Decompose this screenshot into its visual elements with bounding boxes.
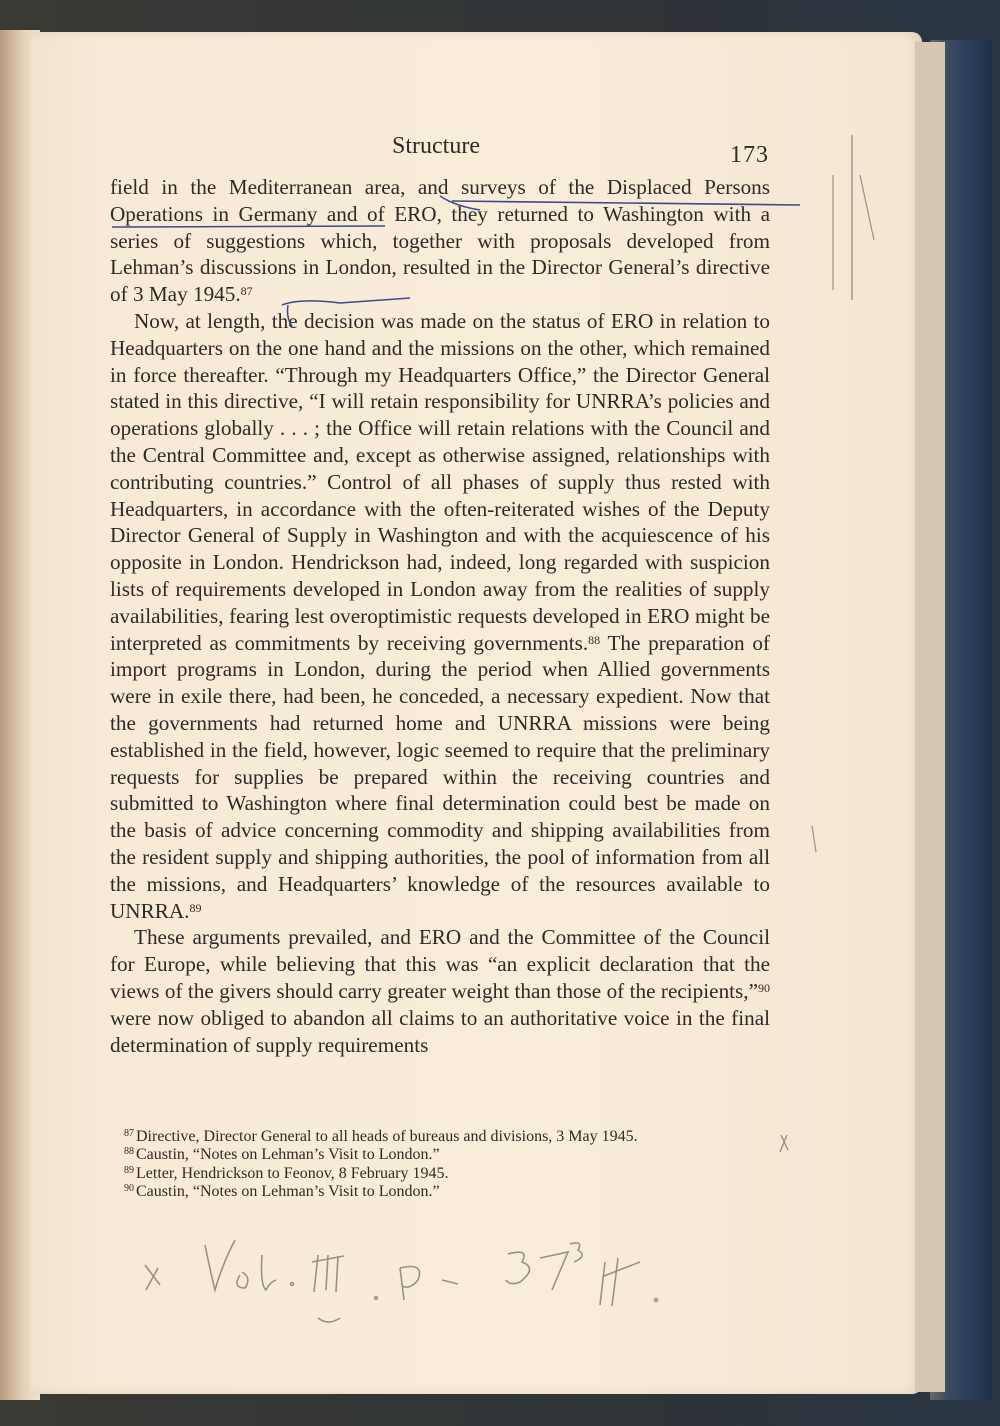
footnote-number: 87 — [124, 1128, 134, 1139]
paragraph-2-text-b: The preparation of import programs in London, during the period when Allied governments were in exile there, had been, he conceded, a necessary expedient. Now that the governments had returned home and UNRRA missions were being established in the field, however, logic seemed to require that the preliminary requests for supplies be prepared within the receiving countries and submitted to Washington where final determination could best be made on the basis of advice concerning commodity and shipping availabilities from the resident supply and shipping authorities, the pool of information from all the missions, and Headquarters’ knowledge of the resources available to UNRRA. — [110, 630, 770, 923]
pencil-margin-slash — [860, 175, 874, 240]
pencil-footnote-mark — [780, 1135, 788, 1152]
footnote-text: Letter, Hendrickson to Feonov, 8 February 1945. — [136, 1164, 449, 1182]
pencil-margin-line-3 — [812, 826, 816, 852]
footnote-text: Caustin, “Notes on Lehman’s Visit to London.” — [136, 1146, 440, 1164]
pen-underline-1 — [452, 201, 800, 205]
footnote-ref-88: 88 — [588, 632, 601, 647]
pen-underline-3 — [282, 298, 410, 326]
footnote-text: Directive, Director General to all heads of bureaus and divisions, 3 May 1945. — [136, 1128, 638, 1145]
paragraph-1-text: field in the Mediterranean area, and surveys of the Displaced Persons Operations in Germany and of ERO, they returned to Washington with a series of suggestions which, together with proposals developed from Lehman’s discussions in London, resulted in the Director General’s directive of 3 May 1945. — [110, 175, 770, 307]
footnote-text: Caustin, “Notes on Lehman’s Visit to London.” — [136, 1183, 440, 1201]
footnote-number: 88 — [124, 1146, 134, 1158]
paragraph-3-text-a: These arguments prevailed, and ERO and the Committee of the Council for Europe, while believing that this was “an explicit declaration that the views of the givers should carry greater weight than those of the recipients,” — [110, 925, 770, 1003]
footnote-ref-90: 90 — [758, 980, 770, 995]
footnote-number: 89 — [124, 1164, 134, 1176]
paragraph-2-text-a: Now, at length, the decision was made on the status of ERO in relation to Headquarters on the one hand and the missions on the other, which remained in force thereafter. “Through my Headquarters Office,” the Director General stated in this directive, “I will retain responsibility for UNRRA’s policies and operations globally . . . ; the Office will retain relations with the Council and the Central Committee and, except as otherwise assigned, relationships with contributing countries.” Control of all phases of supply thus rested with Headquarters, in accordance with the often-reiterated wishes of the Deputy Director General of Supply in Washington and with the acquiescence of his opposite in London. Hendrickson had, indeed, long regarded with suspicion lists of requirements developed in London away from the realities of supply availabilities, fearing lest overoptimistic requests developed in ERO might be interpreted as commitments by receiving governments. — [110, 308, 770, 655]
pen-underline-2 — [112, 196, 480, 227]
paragraph-3-text-b: were now obliged to abandon all claims to an authoritative voice in the final determination of supply requirements — [110, 1005, 770, 1057]
footnote-ref-87: 87 — [240, 284, 253, 299]
footnote-number: 90 — [124, 1183, 134, 1195]
footnote-ref-89: 89 — [189, 900, 202, 915]
handwritten-note — [145, 1240, 658, 1322]
page-number: 173 — [730, 142, 769, 168]
running-head-title: Structure — [392, 133, 480, 159]
